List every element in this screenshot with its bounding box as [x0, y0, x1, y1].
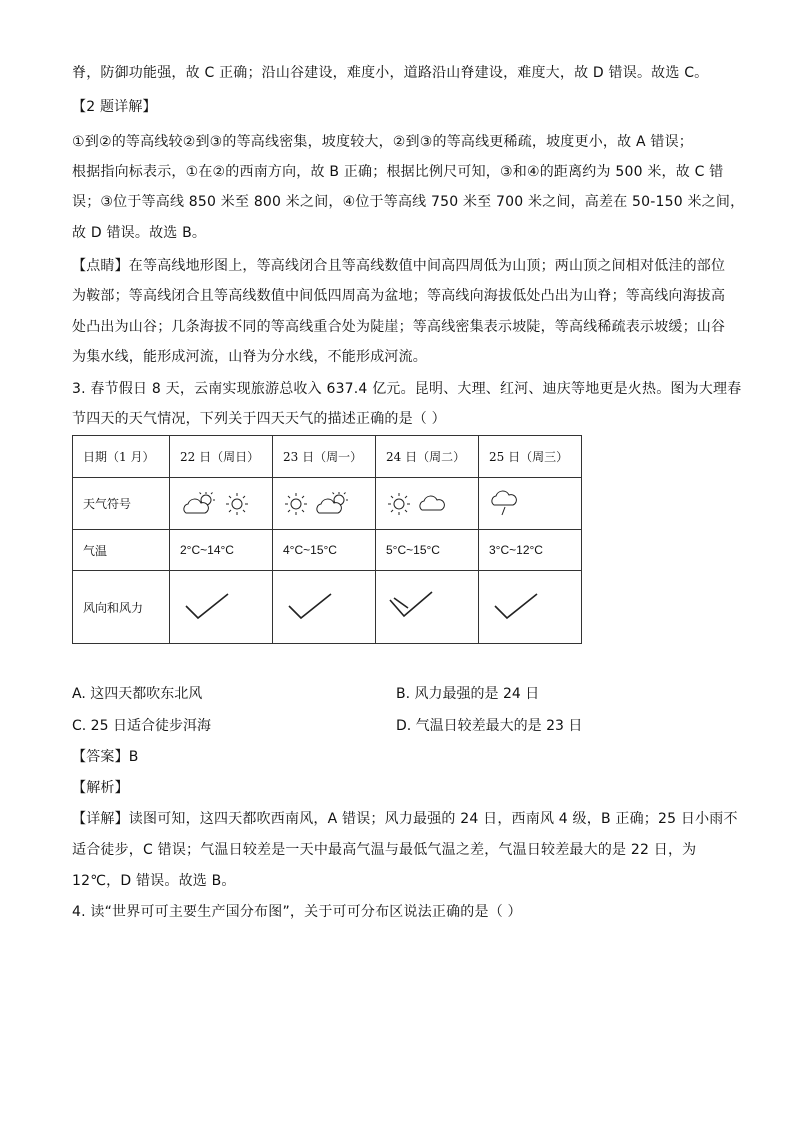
row-label: 气温: [73, 530, 170, 571]
wind-barb-icon: [386, 586, 446, 626]
cloud-sun-icon: [313, 491, 353, 517]
table-row: [73, 478, 582, 530]
rain-cloud-icon: [489, 489, 523, 519]
text-line: ①到②的等高线较②到③的等高线密集，坡度较大，②到③的等高线更稀疏，坡度更小，故 A 错误；: [72, 134, 693, 150]
temperature-cell: 4°C~15°C: [273, 530, 376, 571]
question-text: 节四天的天气情况，下列关于四天天气的描述正确的是（ ）: [72, 411, 446, 427]
text-line: 【详解】读图可知，这四天都吹西南风，A 错误；风力最强的 24 日，西南风 4 级，B 正确；25 日小雨不: [72, 811, 738, 827]
text-line: 为鞍部；等高线闭合且等高线数值中间低四周高为盆地；等高线向海拔低处凸出为山脊；等高线向海拔高: [72, 288, 726, 304]
weather-table: [72, 435, 582, 644]
text-line: 为集水线，能形成河流，山脊为分水线，不能形成河流。: [72, 349, 427, 365]
weather-cell: [273, 478, 376, 530]
weather-cell: [170, 478, 273, 530]
temperature-cell: 5°C~15°C: [376, 530, 479, 571]
table-header-cell: 日期（1 月）: [73, 436, 170, 478]
wind-cell: [170, 571, 273, 644]
sun-icon: [283, 491, 309, 517]
row-label: 风向和风力: [73, 571, 170, 644]
table-header-cell: 24 日（周二）: [376, 436, 479, 478]
table-row: [73, 436, 582, 478]
section-heading: 【2 题详解】: [72, 99, 157, 115]
question-text: 4. 读“世界可可主要生产国分布图”，关于可可分布区说法正确的是（ ）: [72, 904, 522, 920]
table-row: [73, 530, 582, 571]
row-label: 天气符号: [73, 478, 170, 530]
text-line: 【点睛】在等高线地形图上，等高线闭合且等高线数值中间高四周低为山顶；两山顶之间相对低洼的部位: [72, 258, 726, 274]
answer-label: 【答案】B: [72, 749, 139, 765]
wind-barb-icon: [283, 586, 343, 626]
table-header-cell: 25 日（周三）: [479, 436, 582, 478]
weather-cell: [376, 478, 479, 530]
text-line: 12℃，D 错误。故选 B。: [72, 873, 236, 889]
text-line: 误；③位于等高线 850 米至 800 米之间，④位于等高线 750 米至 700 米之间，高差在 50-150 米之间，: [72, 194, 745, 210]
text-line: 故 D 错误。故选 B。: [72, 225, 207, 241]
temperature-cell: 2°C~14°C: [170, 530, 273, 571]
sun-icon: [386, 491, 412, 517]
table-row: [73, 571, 582, 644]
text-line: 根据指向标表示，①在②的西南方向，故 B 正确；根据比例尺可知，③和④的距离约为 500 米，故 C 错: [72, 164, 724, 180]
table-header-cell: 22 日（周日）: [170, 436, 273, 478]
option-d: D. 气温日较差最大的是 23 日: [396, 718, 583, 734]
wind-cell: [376, 571, 479, 644]
analysis-label: 【解析】: [72, 780, 129, 796]
option-c: C. 25 日适合徒步洱海: [72, 718, 211, 734]
option-a: A. 这四天都吹东北风: [72, 686, 203, 702]
cloud-icon: [416, 492, 450, 516]
wind-cell: [479, 571, 582, 644]
wind-barb-icon: [489, 586, 549, 626]
wind-cell: [273, 571, 376, 644]
text-line: 脊，防御功能强，故 C 正确；沿山谷建设，难度小，道路沿山脊建设，难度大，故 D 错误。故选 C。: [72, 65, 709, 81]
cloud-sun-icon: [180, 491, 220, 517]
weather-cell: [479, 478, 582, 530]
table-header-cell: 23 日（周一）: [273, 436, 376, 478]
sun-icon: [224, 491, 250, 517]
option-b: B. 风力最强的是 24 日: [396, 686, 540, 702]
text-line: 适合徒步，C 错误；气温日较差是一天中最高气温与最低气温之差，气温日较差最大的是 22 日，为: [72, 842, 697, 858]
wind-barb-icon: [180, 586, 240, 626]
question-text: 3. 春节假日 8 天，云南实现旅游总收入 637.4 亿元。昆明、大理、红河、迪庆等地更是火热。图为大理春: [72, 381, 742, 397]
temperature-cell: 3°C~12°C: [479, 530, 582, 571]
text-line: 处凸出为山谷；几条海拔不同的等高线重合处为陡崖；等高线密集表示坡陡，等高线稀疏表示坡缓；山谷: [72, 319, 726, 335]
